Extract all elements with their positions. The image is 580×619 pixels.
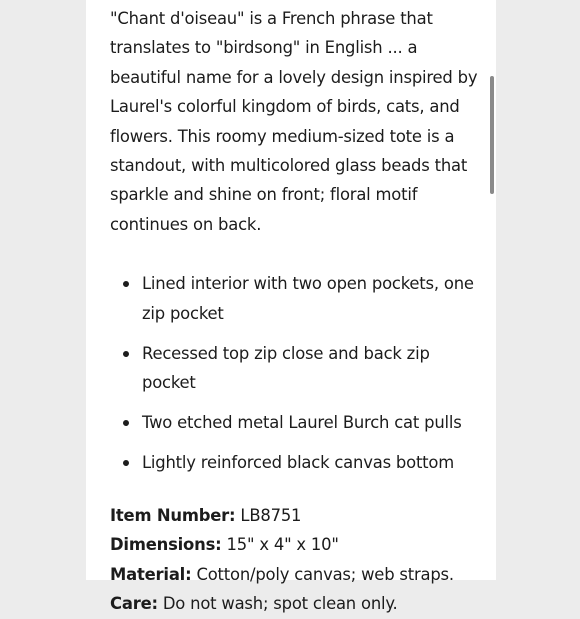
feature-text: Two etched metal Laurel Burch cat pulls bbox=[142, 413, 462, 433]
material-value: Cotton/poly canvas; web straps. bbox=[191, 564, 454, 584]
care-row bbox=[110, 589, 482, 619]
list-item bbox=[110, 269, 482, 328]
bullet-icon bbox=[123, 281, 129, 287]
feature-text: Lightly reinforced black canvas bottom bbox=[142, 453, 454, 473]
dimensions-row bbox=[110, 530, 482, 560]
item-number-value: LB8751 bbox=[235, 505, 302, 525]
bullet-icon bbox=[123, 460, 129, 466]
product-description bbox=[110, 4, 482, 619]
list-item bbox=[110, 448, 482, 478]
bullet-icon bbox=[123, 351, 129, 357]
feature-text: Lined interior with two open pockets, one zip pocket bbox=[142, 274, 474, 323]
scrollbar-thumb[interactable] bbox=[490, 76, 494, 194]
material-label: Material: bbox=[110, 564, 192, 584]
description-paragraph: "Chant d'oiseau" is a French phrase that translates to "birdsong" in English ... a beautiful name for a lovely design inspired by Laurel's colorful kingdom of birds, cats, and flowers. This roomy medium-sized tote is a standout, with multicolored glass beads that sparkle and shine on front; floral motif continues on back. bbox=[110, 9, 478, 234]
product-details bbox=[110, 501, 482, 619]
item-number-row bbox=[110, 501, 482, 531]
feature-list bbox=[110, 269, 482, 478]
list-item bbox=[110, 339, 482, 398]
bullet-icon bbox=[123, 420, 129, 426]
item-number-label: Item Number: bbox=[110, 505, 236, 525]
material-row bbox=[110, 560, 482, 590]
feature-text: Recessed top zip close and back zip pocket bbox=[142, 343, 430, 393]
list-item bbox=[110, 408, 482, 438]
care-label: Care: bbox=[110, 594, 158, 614]
care-value: Do not wash; spot clean only. bbox=[157, 594, 398, 614]
dimensions-label: Dimensions: bbox=[110, 535, 222, 555]
dimensions-value: 15" x 4" x 10" bbox=[221, 535, 339, 555]
